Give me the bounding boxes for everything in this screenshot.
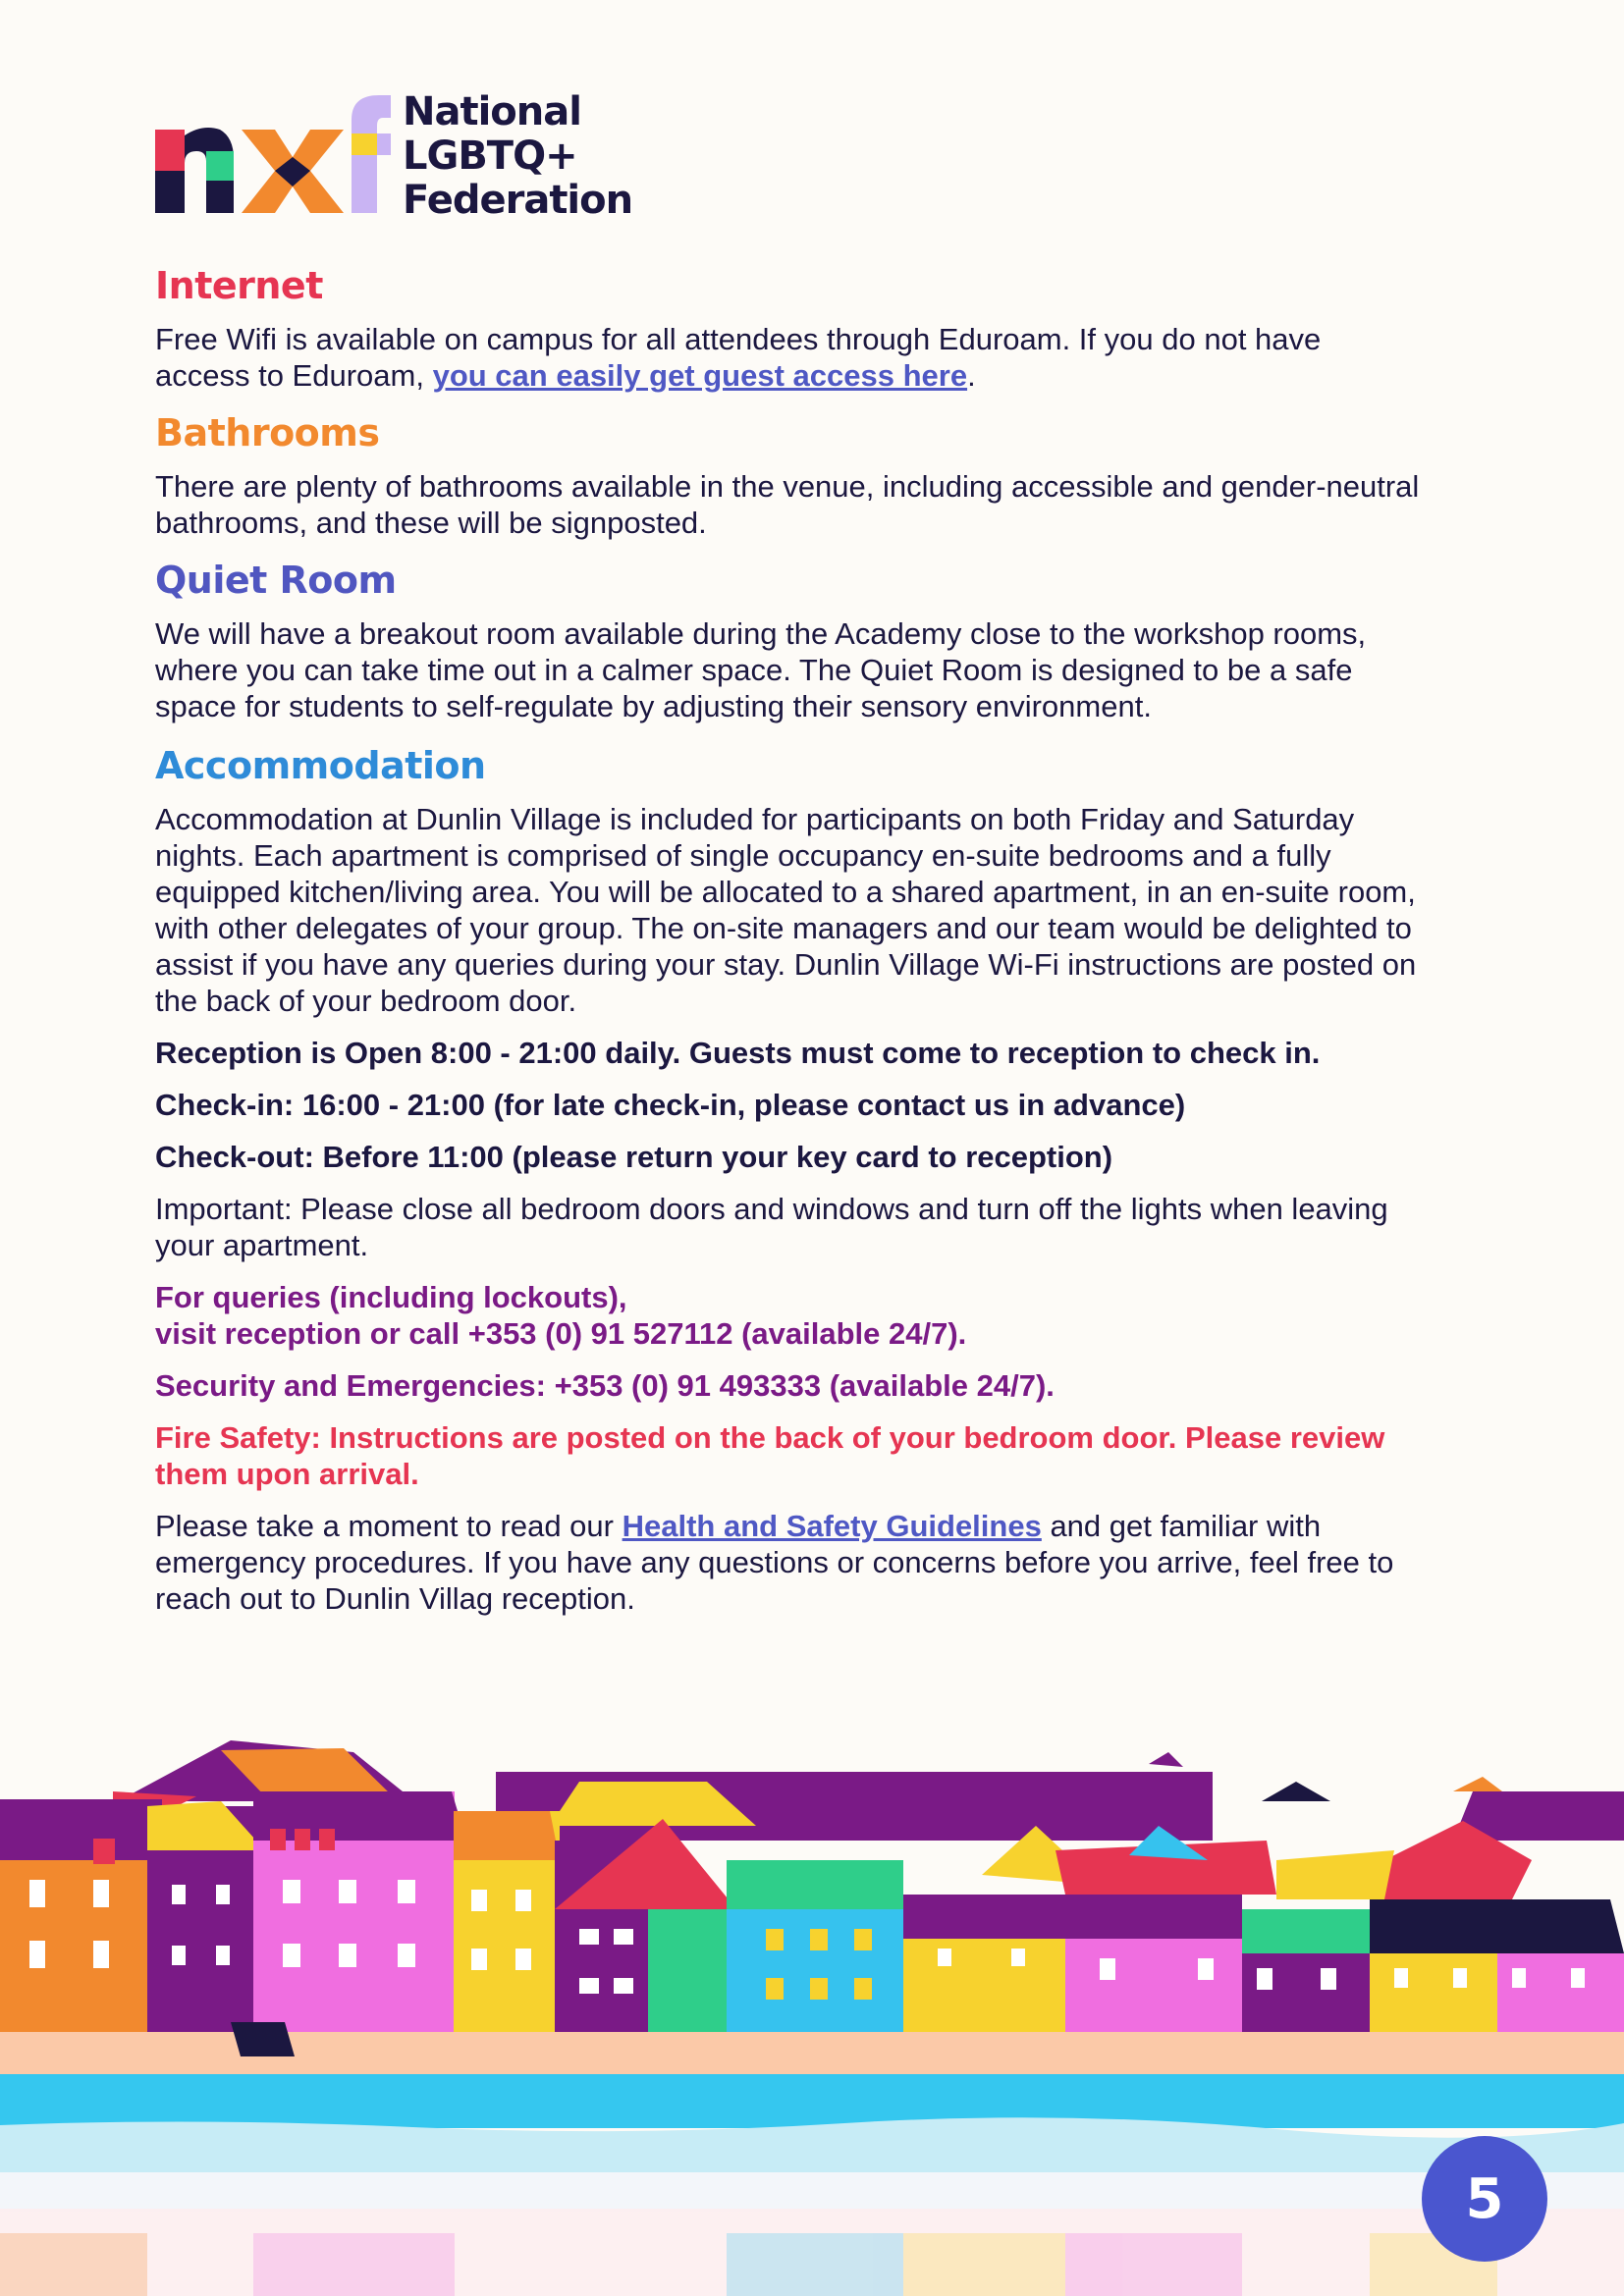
page-number-badge: 5 [1422, 2136, 1547, 2262]
internet-text: Free Wifi is available on campus for all attendees through Eduroam. If you do not have access to Eduroam, [155, 322, 1322, 393]
internet-heading: Internet [155, 264, 323, 307]
closing-text: Please take a moment to read our [155, 1509, 623, 1543]
org-name-line-3: Federation [403, 178, 633, 223]
town-illustration [0, 1713, 1624, 2296]
quiet-room-paragraph: We will have a breakout room available during the Academy close to the workshop rooms, where you can take time out in a calmer space. The Quiet Room is designed to be a safe space for students to self-regulate by adjusting their sensory environment. [155, 616, 1367, 723]
bathrooms-heading: Bathrooms [155, 411, 380, 454]
closing-paragraph [155, 1508, 1422, 1617]
checkin-info: Check-in: 16:00 - 21:00 (for late check-in, please contact us in advance) [155, 1088, 1186, 1122]
org-name-line-2: LGBTQ+ [403, 133, 577, 179]
health-safety-link[interactable]: Health and Safety Guidelines [622, 1509, 1042, 1543]
reception-hours: Reception is Open 8:00 - 21:00 daily. Guests must come to reception to check in. [155, 1036, 1321, 1070]
closing-text-end: and get familiar with emergency procedures. If you have any questions or concerns before you arrive, feel free to reach out to Dunlin Villag reception. [155, 1509, 1394, 1616]
checkout-info: Check-out: Before 11:00 (please return your key card to reception) [155, 1140, 1113, 1174]
important-note: Important: Please close all bedroom doors and windows and turn off the lights when leaving your apartment. [155, 1192, 1388, 1262]
organization-name [403, 90, 632, 223]
main-content [155, 260, 1422, 1617]
security-contact: Security and Emergencies: +353 (0) 91 493333 (available 24/7). [155, 1368, 1055, 1403]
guest-access-link[interactable]: you can easily get guest access here [432, 358, 968, 393]
nxf-logo-mark [155, 90, 391, 213]
internet-paragraph [155, 321, 1422, 394]
accommodation-heading: Accommodation [155, 744, 486, 787]
queries-line-2: visit reception or call +353 (0) 91 527112 (available 24/7). [155, 1316, 967, 1351]
queries-contact [155, 1279, 1422, 1352]
queries-line-1: For queries (including lockouts), [155, 1280, 627, 1314]
bathrooms-paragraph: There are plenty of bathrooms available in the venue, including accessible and gender-neutral bathrooms, and these will be signposted. [155, 469, 1420, 540]
quiet-room-heading: Quiet Room [155, 559, 397, 602]
org-name-line-1: National [403, 89, 581, 134]
fire-safety-note: Fire Safety: Instructions are posted on the back of your bedroom door. Please review them upon arrival. [155, 1420, 1385, 1491]
internet-text-end: . [967, 358, 976, 393]
accommodation-paragraph: Accommodation at Dunlin Village is included for participants on both Friday and Saturday nights. Each apartment is comprised of single occupancy en-suite bedrooms and a fully equipped kitchen/living area. You will be allocated to a shared apartment, in an en-suite room, with other delegates of your group. The on-site managers and our team would be delighted to assist if you have any queries during your stay. Dunlin Village Wi-Fi instructions are posted on the back of your bedroom door. [155, 802, 1417, 1018]
nxf-logo [155, 89, 646, 223]
